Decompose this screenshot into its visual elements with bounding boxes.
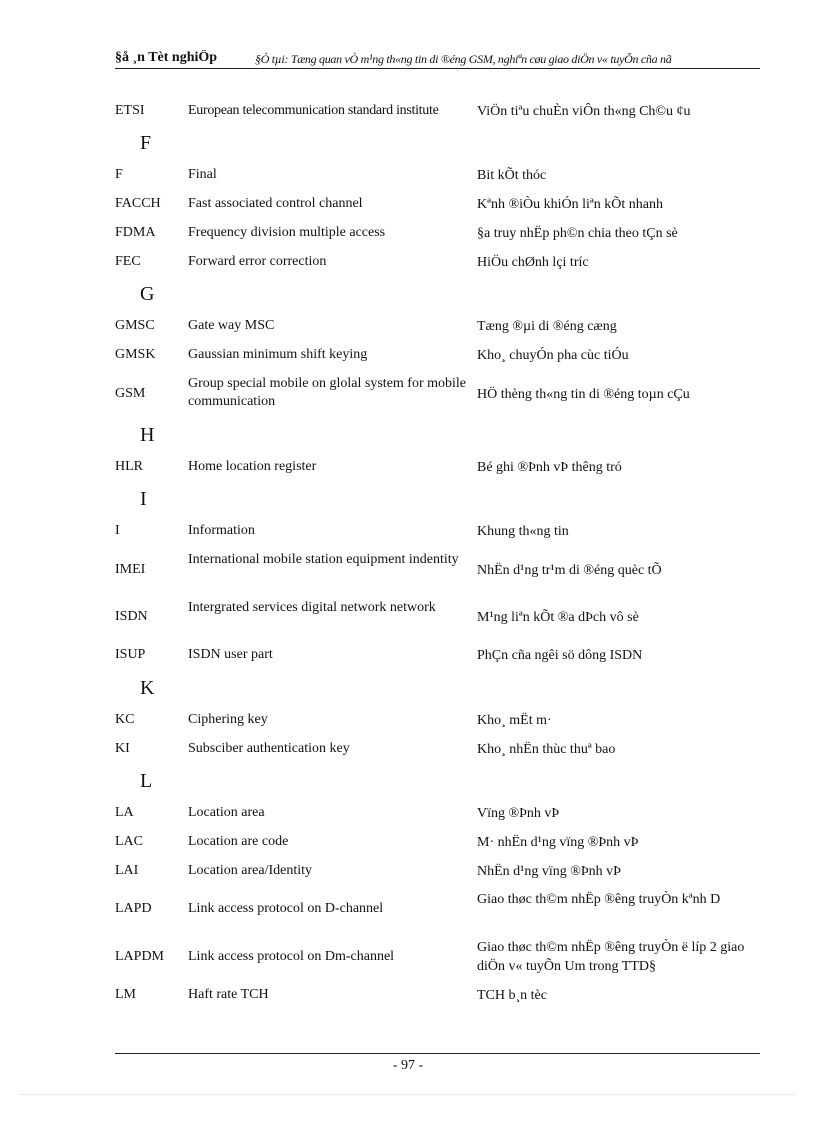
english-term-cell: Forward error correction	[188, 254, 327, 269]
abbr-cell: KC	[115, 712, 135, 727]
vietnamese-term-cell: Giao thøc th©m nhËp ®êng truyÒn ë líp 2 giao diÖn v« tuyÕn Um trong TTD§	[477, 940, 745, 974]
abbr-cell: LA	[115, 805, 134, 820]
section-letter: I	[140, 488, 147, 510]
vietnamese-term-cell: PhÇn cña ngêi sö dông ISDN	[477, 648, 643, 663]
header-topic: §Ò tµi: Tæng quan vÒ m¹ng th«ng tin di ®éng GSM, nghiªn cøu giao diÖn v« tuyÕn cña nã	[255, 52, 672, 66]
abbr-cell: LM	[115, 987, 136, 1002]
vietnamese-term-cell: Kho¸ nhËn thùc thuª bao	[477, 742, 616, 757]
english-term-cell: European telecommunication standard institute	[188, 103, 439, 118]
page-number: - 97 -	[392, 1058, 424, 1073]
vietnamese-term-cell: Khung th«ng tin	[477, 524, 569, 539]
english-term-cell: Subsciber authentication key	[188, 741, 350, 756]
vietnamese-term-cell: ViÖn tiªu chuÈn viÔn th«ng Ch©u ¢u	[477, 104, 691, 119]
abbr-cell: ETSI	[115, 103, 145, 118]
vietnamese-term-cell: TCH b¸n tèc	[477, 988, 547, 1003]
english-term-cell: Location area/Identity	[188, 863, 312, 878]
header-thesis-label: §å ¸n Tèt nghiÖp	[115, 50, 218, 65]
vietnamese-term-cell: Vïng ®Þnh vÞ	[477, 806, 560, 821]
english-term-cell: Haft rate TCH	[188, 987, 269, 1002]
english-term-cell: Frequency division multiple access	[188, 225, 386, 240]
english-term-cell: Intergrated services digital network network	[188, 600, 436, 615]
abbr-cell: LAPDM	[115, 949, 165, 964]
english-term-cell: Information	[188, 523, 255, 538]
english-term-cell: Link access protocol on Dm-channel	[188, 949, 395, 964]
section-letter: H	[140, 424, 155, 446]
english-term-cell: Fast associated control channel	[188, 196, 363, 211]
abbr-cell: FDMA	[115, 225, 156, 240]
glossary-row	[115, 375, 760, 413]
vietnamese-term-cell: Bit kÕt thóc	[477, 168, 547, 183]
vietnamese-term-cell: §a truy nhËp ph©n chia theo tÇn sè	[477, 226, 678, 241]
vietnamese-term-cell: Kho¸ mËt m·	[477, 713, 552, 728]
abbr-cell: LAPD	[115, 901, 152, 916]
abbr-cell: F	[115, 167, 123, 182]
glossary-row	[115, 599, 760, 637]
section-letter: F	[140, 132, 152, 154]
section-letter: G	[140, 283, 155, 305]
abbr-cell: ISUP	[115, 647, 146, 662]
english-term-cell: ISDN user part	[188, 647, 273, 662]
vietnamese-term-cell: M¹ng liªn kÕt ®a dÞch vô sè	[477, 610, 639, 625]
vietnamese-term-cell: NhËn d¹ng tr¹m di ®éng quèc tÕ	[477, 563, 662, 578]
abbr-cell: FACCH	[115, 196, 161, 211]
abbr-cell: ISDN	[115, 609, 148, 624]
english-term-cell: Ciphering key	[188, 712, 268, 727]
abbr-cell: LAI	[115, 863, 139, 878]
english-term-cell: Link access protocol on D-channel	[188, 901, 384, 916]
glossary-row	[115, 938, 760, 978]
vietnamese-term-cell: Kho¸ chuyÓn pha cùc tiÓu	[477, 348, 629, 363]
english-term-cell: Final	[188, 167, 217, 182]
abbr-cell: GMSC	[115, 318, 155, 333]
abbr-cell: GSM	[115, 386, 146, 401]
english-term-cell: Home location register	[188, 459, 317, 474]
vietnamese-term-cell: M· nhËn d¹ng vïng ®Þnh vÞ	[477, 835, 639, 850]
section-letter: K	[140, 677, 155, 699]
glossary-row	[115, 551, 760, 589]
abbr-cell: KI	[115, 741, 130, 756]
english-term-cell: Location area	[188, 805, 265, 820]
abbr-cell: I	[115, 523, 120, 538]
english-term-cell: Group special mobile on glolal system for mobile communication	[188, 376, 467, 409]
english-term-cell: Gate way MSC	[188, 318, 275, 333]
vietnamese-term-cell: Kªnh ®iÒu khiÓn liªn kÕt nhanh	[477, 197, 663, 212]
vietnamese-term-cell: Tæng ®µi di ®éng cæng	[477, 319, 617, 334]
vietnamese-term-cell: HÖ thèng th«ng tin di ®éng toµn cÇu	[477, 387, 690, 402]
section-letter: L	[140, 770, 153, 792]
abbr-cell: GMSK	[115, 347, 156, 362]
page-header	[115, 50, 760, 69]
abbr-cell: IMEI	[115, 562, 146, 577]
vietnamese-term-cell: Bé ghi ®Þnh vÞ thêng tró	[477, 460, 622, 475]
page-bottom-dotted-rule	[20, 1094, 796, 1095]
vietnamese-term-cell: HiÖu chØnh lçi tríc	[477, 255, 589, 270]
abbr-cell: FEC	[115, 254, 141, 269]
abbr-cell: LAC	[115, 834, 143, 849]
footer-divider	[115, 1053, 760, 1054]
glossary-row	[115, 890, 760, 930]
english-term-cell: Location are code	[188, 834, 289, 849]
abbr-cell: HLR	[115, 459, 143, 474]
english-term-cell: International mobile station equipment indentity	[188, 552, 459, 567]
english-term-cell: Gaussian minimum shift keying	[188, 347, 368, 362]
vietnamese-term-cell: Giao thøc th©m nhËp ®êng truyÒn kªnh D	[477, 892, 721, 907]
vietnamese-term-cell: NhËn d¹ng vïng ®Þnh vÞ	[477, 864, 621, 879]
